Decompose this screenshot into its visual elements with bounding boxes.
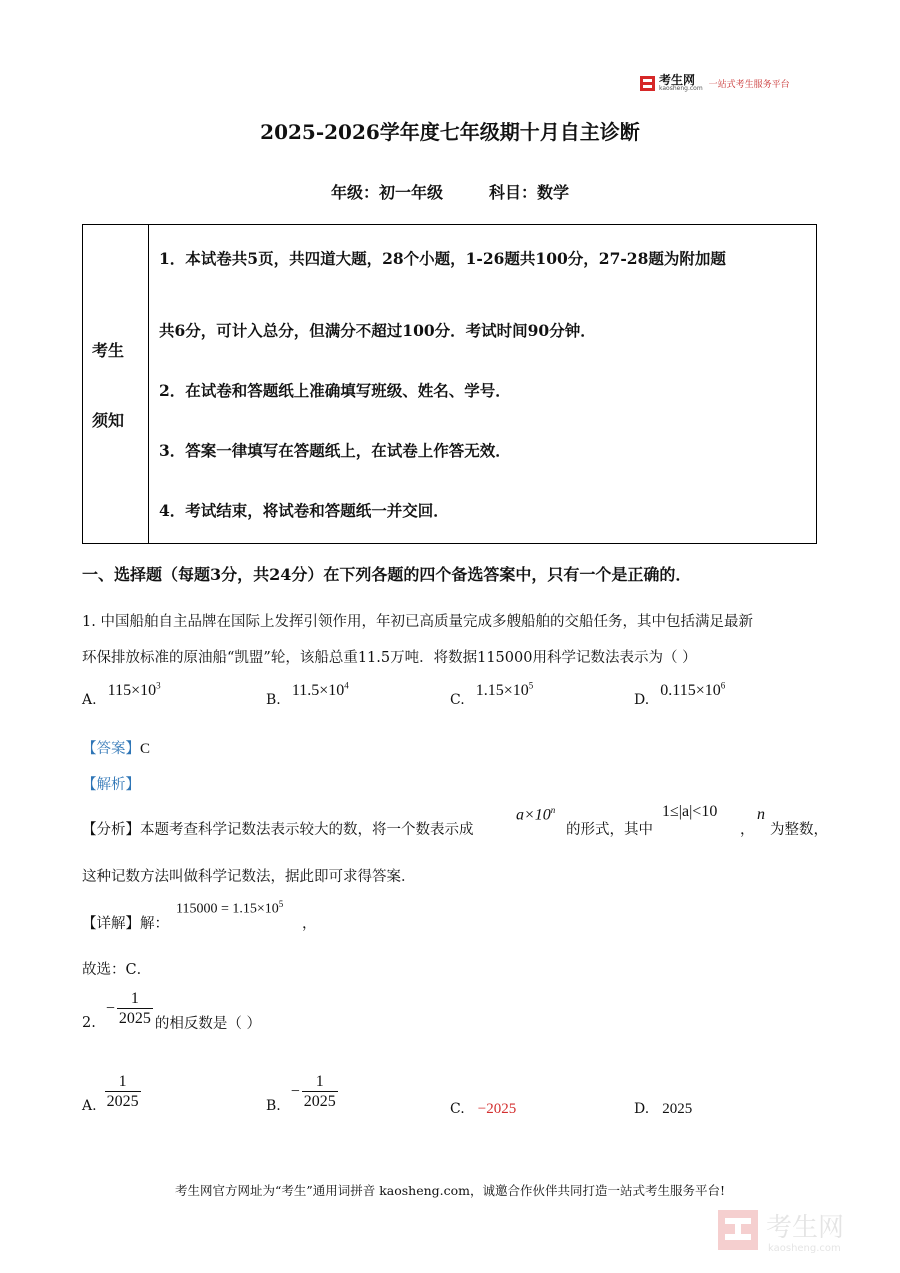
- q1-fenxi-line1: 【分析】本题考查科学记数法表示较大的数，将一个数表示成: [82, 822, 474, 838]
- fenxi-text-4: 为整数，: [770, 822, 828, 838]
- subject-label: 科目：数学: [489, 183, 570, 202]
- section-heading: 一、选择题（每题3分，共24分）在下列各题的四个备选答案中，只有一个是正确的．: [82, 565, 692, 584]
- page-footer: 考生网官方网址为“考生”通用词拼音 kaosheng.com，诚邀合作伙伴共同打造一站式考生服务平台!: [174, 1183, 726, 1198]
- q1-answer: [82, 737, 150, 758]
- notice-label-bottom: 须知: [92, 411, 125, 430]
- watermark-icon: [718, 1210, 758, 1250]
- page-title: 2025-2026学年度七年级期十月自主诊断: [260, 120, 640, 144]
- analysis-tag: 【解析】: [82, 777, 140, 793]
- watermark-logo: [716, 1206, 886, 1256]
- logo-name: 考生网: [659, 73, 696, 87]
- q1-option-b: B. $11.5\times 10^4$: [266, 680, 349, 708]
- notice-line: 共6分，可计入总分，但满分不超过100分．考试时间90分钟．: [159, 321, 596, 340]
- q1-option-d: D. $0.115\times 10^6$: [634, 680, 726, 708]
- logo-icon: [640, 76, 655, 91]
- q2-stem-text: 的相反数是（ ）: [154, 1016, 261, 1033]
- q1-stem-line1: 1. 中国船舶自主品牌在国际上发挥引领作用，年初已高质量完成多艘船舶的交船任务，其中包括满足最新: [82, 614, 753, 630]
- logo-url: kaosheng.com: [659, 85, 703, 92]
- q1-option-a: A. $115\times 10^3$: [82, 680, 161, 708]
- notice-line: 3．答案一律填写在答题纸上，在试卷上作答无效．: [159, 441, 511, 460]
- detail-end: ，: [302, 916, 317, 932]
- answer-tag: 【答案】: [82, 741, 140, 757]
- q2-option-c: C. −2025: [450, 1101, 517, 1117]
- fenxi-expression: $a\times 10^n$: [516, 805, 556, 824]
- q2-stem: [82, 990, 261, 1033]
- subtitle: [0, 180, 900, 203]
- notice-label-cell: [83, 225, 149, 543]
- q1-fenxi-line2: 这种记数方法叫做科学记数法，据此即可求得答案．: [82, 869, 416, 885]
- fenxi-n: n: [757, 806, 765, 823]
- logo-slogan: 一站式考生服务平台: [708, 79, 790, 90]
- q1-option-c: C. $1.15\times 10^5$: [450, 680, 534, 708]
- q1-detail: 【详解】解：: [82, 916, 169, 932]
- answer-value: C: [140, 741, 151, 757]
- q2-option-d: D. 2025: [634, 1101, 693, 1117]
- q1-choice: 故选：C．: [82, 962, 152, 978]
- brand-logo: [640, 73, 790, 93]
- fenxi-range: 1≤|a|<10: [662, 803, 718, 820]
- fenxi-text-2: 的形式，其中: [566, 822, 653, 838]
- notice-line: 4．考试结束，将试卷和答题纸一并交回．: [159, 501, 449, 520]
- q2-option-b: B. − $\frac{1}{2025}$: [266, 1073, 336, 1114]
- notice-line: 1．本试卷共5页，共四道大题，28个小题，1-26题共100分，27-28题为附加题: [159, 249, 726, 268]
- q2-option-a: A. $\frac{1}{2025}$: [82, 1073, 139, 1114]
- q2-neg: −: [105, 999, 115, 1017]
- q2-fraction: $\frac{1}{2025}$: [118, 990, 151, 1027]
- watermark-name: 考生网: [766, 1213, 845, 1243]
- detail-expression: $115000 = 1.15\times 10^5$: [176, 899, 284, 917]
- watermark-url: kaosheng.com: [768, 1243, 841, 1254]
- grade-label: 年级：初一年级: [330, 183, 443, 202]
- fenxi-comma: ，: [740, 822, 755, 838]
- notice-box: [82, 224, 817, 544]
- notice-line: 2．在试卷和答题纸上准确填写班级、姓名、学号．: [159, 381, 511, 400]
- q1-stem-line2: 环保排放标准的原油船“凯盟”轮，该船总重11.5万吨．将数据115000用科学记数法表示为（ ）: [82, 650, 697, 666]
- notice-label-top: 考生: [92, 341, 125, 360]
- q2-label: 2.: [82, 1014, 96, 1031]
